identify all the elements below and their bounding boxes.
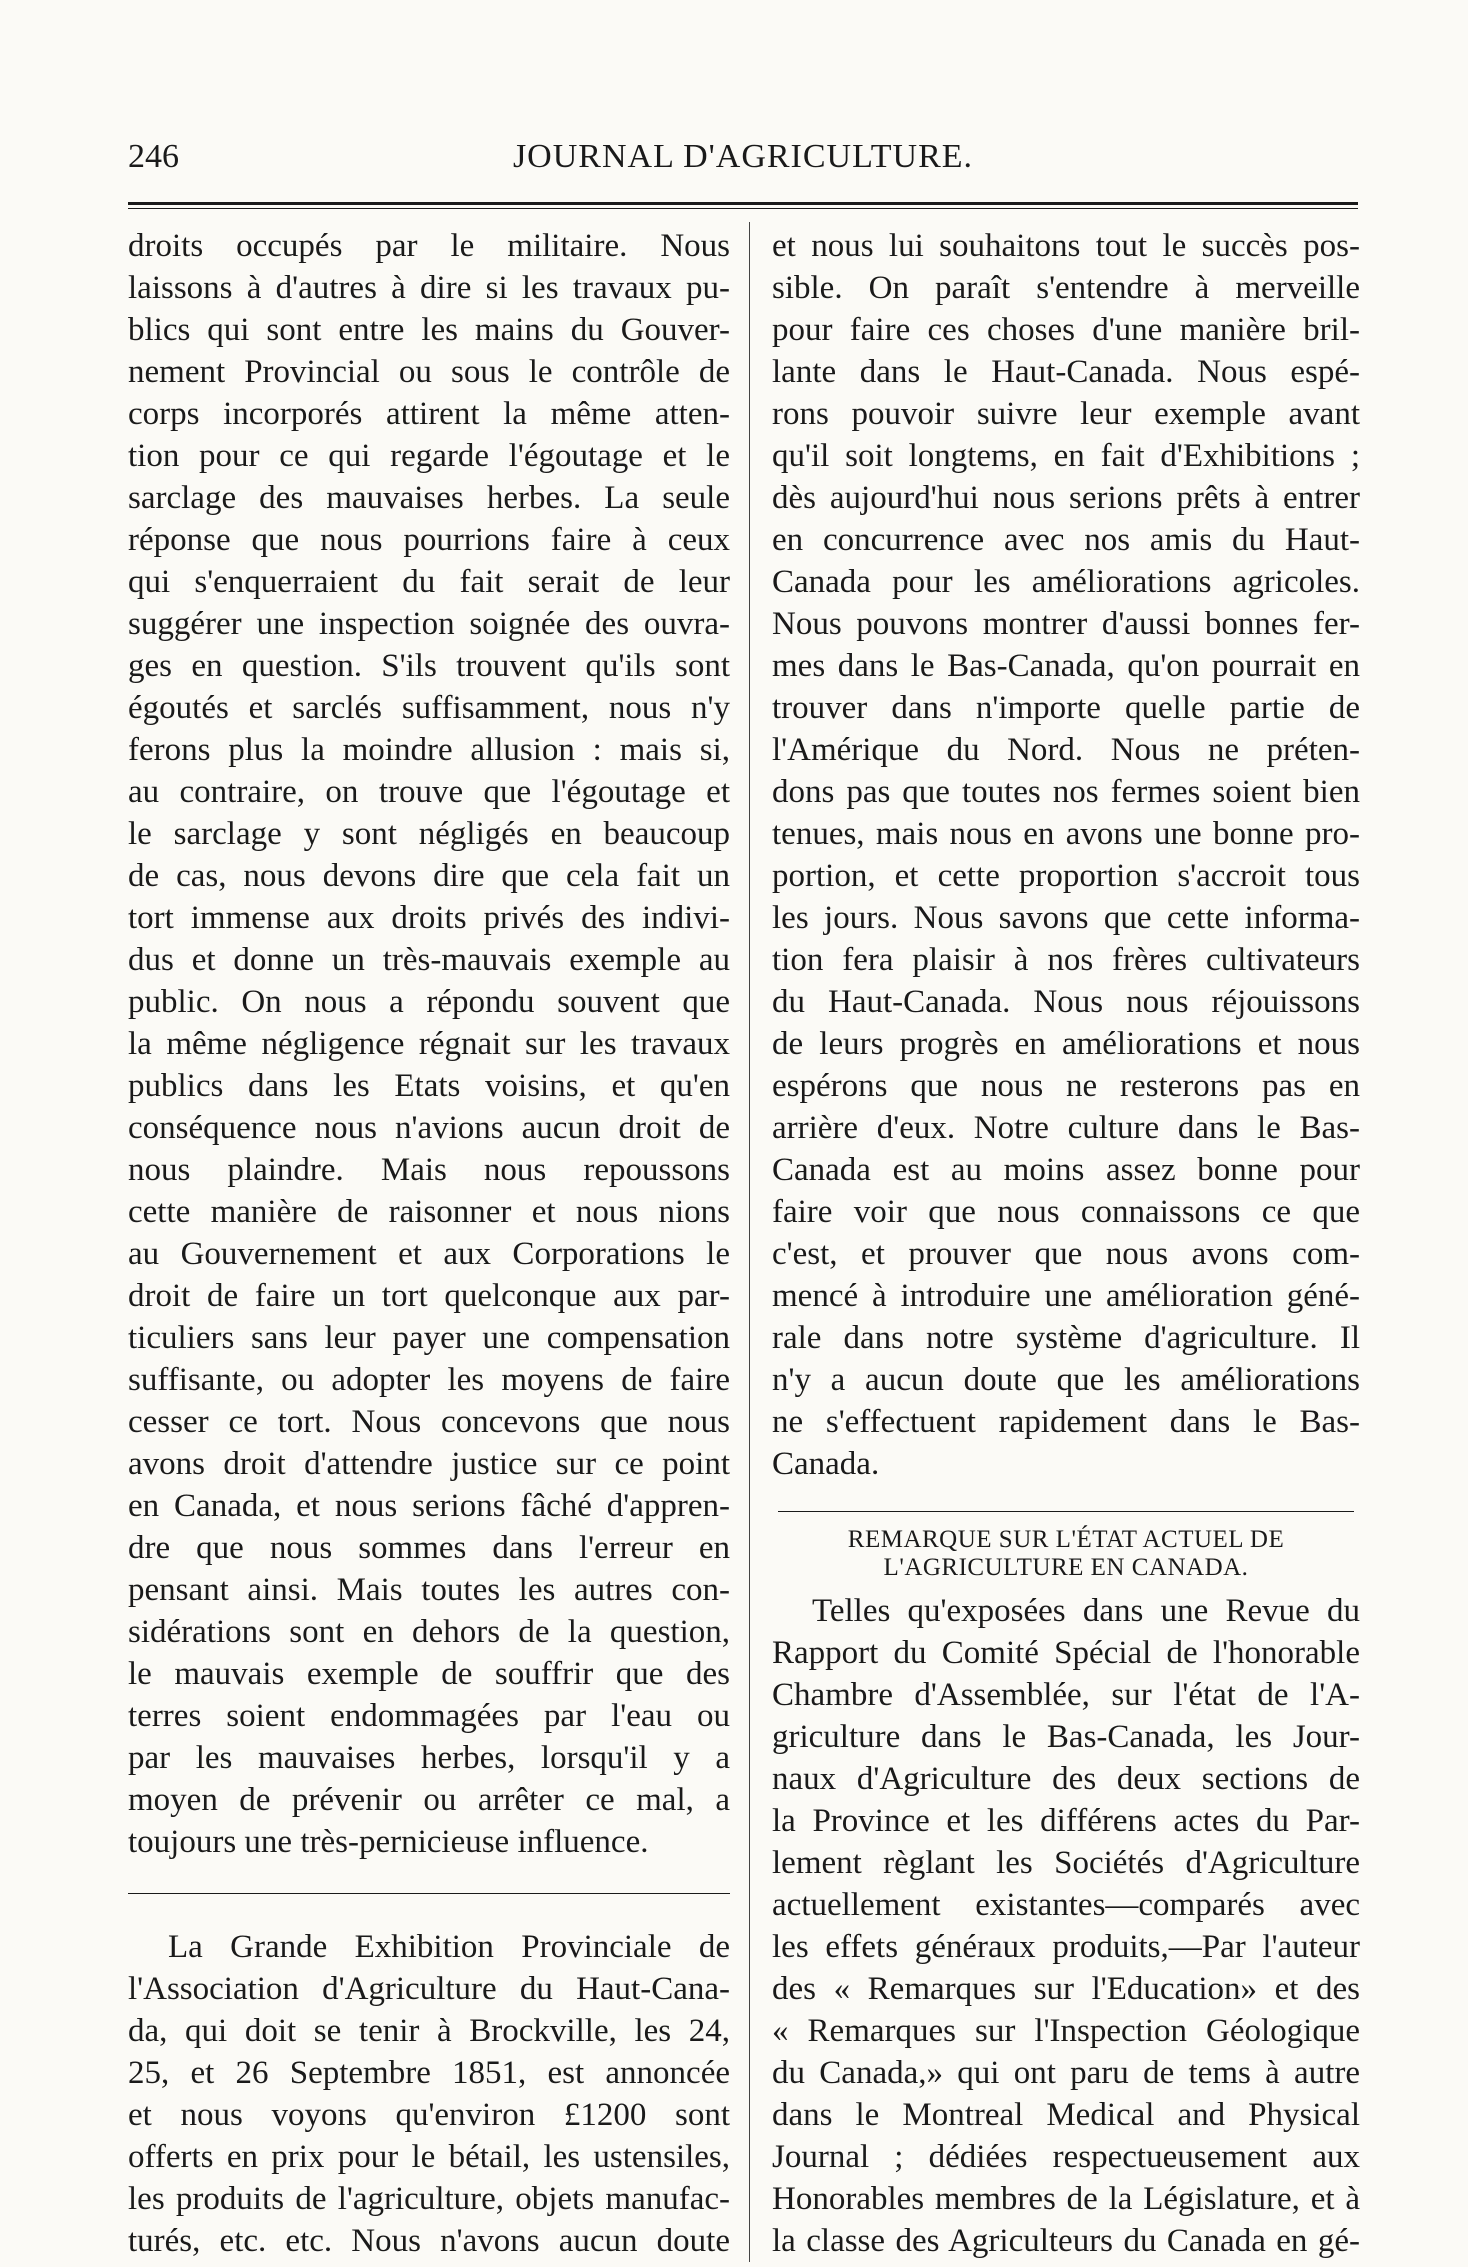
text-line: La Grande Exhibition Provinciale de xyxy=(168,1929,730,1965)
text-line: sidérations sont en dehors de la question, xyxy=(128,1614,730,1650)
text-line: pensant ainsi. Mais toutes les autres con- xyxy=(128,1572,730,1608)
text-line: dès aujourd'hui nous serions prêts à entrer xyxy=(772,480,1360,516)
text-line: nement Provincial ou sous le contrôle de xyxy=(128,354,730,390)
text-line: tion pour ce qui regarde l'égoutage et le xyxy=(128,438,730,474)
text-line: de cas, nous devons dire que cela fait un xyxy=(128,858,730,894)
text-line: arrière d'eux. Notre culture dans le Bas- xyxy=(772,1110,1360,1146)
text-line: ferons plus la moindre allusion : mais si, xyxy=(128,732,730,768)
text-line: actuellement existantes—comparés avec xyxy=(772,1887,1360,1923)
text-line: dus et donne un très-mauvais exemple au xyxy=(128,942,730,978)
text-line: sible. On paraît s'entendre à merveille xyxy=(772,270,1360,306)
text-line: mencé à introduire une amélioration géné- xyxy=(772,1278,1360,1314)
text-line: suggérer une inspection soignée des ouvra- xyxy=(128,606,730,642)
text-line: trouver dans n'importe quelle partie de xyxy=(772,690,1360,726)
text-line: le mauvais exemple de souffrir que des xyxy=(128,1656,730,1692)
text-line: tenues, mais nous en avons une bonne pro- xyxy=(772,816,1360,852)
text-line: droit de faire un tort quelconque aux par- xyxy=(128,1278,730,1314)
text-line: en concurrence avec nos amis du Haut- xyxy=(772,522,1360,558)
text-line: Chambre d'Assemblée, sur l'état de l'A- xyxy=(772,1677,1360,1713)
text-line: dans le Montreal Medical and Physical xyxy=(772,2097,1360,2133)
text-line: et nous voyons qu'environ £1200 sont xyxy=(128,2097,730,2133)
text-line: égoutés et sarclés suffisamment, nous n'y xyxy=(128,690,730,726)
article-heading xyxy=(772,1526,1360,1582)
text-line: corps incorporés attirent la même atten- xyxy=(128,396,730,432)
text-line: griculture dans le Bas-Canada, les Jour- xyxy=(772,1719,1360,1755)
text-line: ne s'effectuent rapidement dans le Bas- xyxy=(772,1404,1360,1440)
header-rule xyxy=(128,202,1358,209)
text-line: offerts en prix pour le bétail, les ustensiles, xyxy=(128,2139,730,2175)
text-line: naux d'Agriculture des deux sections de xyxy=(772,1761,1360,1797)
text-line: publics dans les Etats voisins, et qu'en xyxy=(128,1068,730,1104)
text-line: la Province et les différens actes du Par- xyxy=(772,1803,1360,1839)
text-line: les jours. Nous savons que cette informa- xyxy=(772,900,1360,936)
text-line: rons pouvoir suivre leur exemple avant xyxy=(772,396,1360,432)
text-line: Telles qu'exposées dans une Revue du xyxy=(812,1593,1360,1629)
text-line: da, qui doit se tenir à Brockville, les 24, xyxy=(128,2013,730,2049)
text-line: moyen de prévenir ou arrêter ce mal, a xyxy=(128,1782,730,1818)
right-paragraph-1 xyxy=(772,225,1360,1485)
text-line: portion, et cette proportion s'accroit tous xyxy=(772,858,1360,894)
text-line: mes dans le Bas-Canada, qu'on pourrait en xyxy=(772,648,1360,684)
text-line: laissons à d'autres à dire si les travaux pu- xyxy=(128,270,730,306)
text-line: les produits de l'agriculture, objets manufac- xyxy=(128,2181,730,2217)
text-line: droits occupés par le militaire. Nous xyxy=(128,228,730,264)
text-line: sarclage des mauvaises herbes. La seule xyxy=(128,480,730,516)
text-line: turés, etc. etc. Nous n'avons aucun doute xyxy=(128,2223,730,2259)
text-line: 25, et 26 Septembre 1851, est annoncée xyxy=(128,2055,730,2091)
text-line: rale dans notre système d'agriculture. Il xyxy=(772,1320,1360,1356)
text-line: le sarclage y sont négligés en beaucoup xyxy=(128,816,730,852)
text-line: lante dans le Haut-Canada. Nous espé- xyxy=(772,354,1360,390)
text-line: au Gouvernement et aux Corporations le xyxy=(128,1236,730,1272)
text-line: au contraire, on trouve que l'égoutage et xyxy=(128,774,730,810)
text-line: c'est, et prouver que nous avons com- xyxy=(772,1236,1360,1272)
page-number: 246 xyxy=(128,138,179,175)
text-line: espérons que nous ne resterons pas en xyxy=(772,1068,1360,1104)
text-line: la même négligence régnait sur les travaux xyxy=(128,1026,730,1062)
right-column xyxy=(772,225,1360,2262)
article-heading-line-1: REMARQUE SUR L'ÉTAT ACTUEL DE xyxy=(847,1526,1285,1553)
text-line: public. On nous a répondu souvent que xyxy=(128,984,730,1020)
text-line: les effets généraux produits,—Par l'auteur xyxy=(772,1929,1360,1965)
text-line: faire voir que nous connaissons ce que xyxy=(772,1194,1360,1230)
text-line: toujours une très-pernicieuse influence. xyxy=(128,1824,649,1860)
section-separator xyxy=(128,1893,730,1894)
text-line: cette manière de raisonner et nous nions xyxy=(128,1194,730,1230)
left-paragraph-1 xyxy=(128,225,730,1863)
text-line: des « Remarques sur l'Education» et des xyxy=(772,1971,1360,2007)
text-line: dre que nous sommes dans l'erreur en xyxy=(128,1530,730,1566)
text-line: qui s'enquerraient du fait serait de leur xyxy=(128,564,730,600)
text-line: ticuliers sans leur payer une compensation xyxy=(128,1320,730,1356)
text-line: Honorables membres de la Législature, et à xyxy=(772,2181,1360,2217)
text-line: nous plaindre. Mais nous repoussons xyxy=(128,1152,730,1188)
text-line: tort immense aux droits privés des indivi- xyxy=(128,900,730,936)
text-line: Canada est au moins assez bonne pour xyxy=(772,1152,1360,1188)
text-line: la classe des Agriculteurs du Canada en gé- xyxy=(772,2223,1360,2259)
left-paragraph-2 xyxy=(128,1926,730,2262)
column-divider xyxy=(749,222,750,2262)
text-line: qu'il soit longtems, en fait d'Exhibitions ; xyxy=(772,438,1360,474)
text-line: n'y a aucun doute que les améliorations xyxy=(772,1362,1360,1398)
text-line: du Canada,» qui ont paru de tems à autre xyxy=(772,2055,1360,2091)
text-line: tion fera plaisir à nos frères cultivateurs xyxy=(772,942,1360,978)
right-paragraph-2 xyxy=(772,1590,1360,2262)
page-header xyxy=(128,138,1358,188)
text-line: Canada pour les améliorations agricoles. xyxy=(772,564,1360,600)
text-line: conséquence nous n'avions aucun droit de xyxy=(128,1110,730,1146)
text-line: suffisante, ou adopter les moyens de faire xyxy=(128,1362,730,1398)
text-line: Rapport du Comité Spécial de l'honorable xyxy=(772,1635,1360,1671)
text-line: de leurs progrès en améliorations et nous xyxy=(772,1026,1360,1062)
left-column xyxy=(128,225,730,2262)
text-line: blics qui sont entre les mains du Gouver- xyxy=(128,312,730,348)
text-line: en Canada, et nous serions fâché d'appren- xyxy=(128,1488,730,1524)
text-line: l'Amérique du Nord. Nous ne préten- xyxy=(772,732,1360,768)
text-line: du Haut-Canada. Nous nous réjouissons xyxy=(772,984,1360,1020)
text-line: cesser ce tort. Nous concevons que nous xyxy=(128,1404,730,1440)
section-separator xyxy=(778,1511,1354,1512)
text-line: « Remarques sur l'Inspection Géologique xyxy=(772,2013,1360,2049)
text-line: Nous pouvons montrer d'aussi bonnes fer- xyxy=(772,606,1360,642)
article-heading-line-2: L'AGRICULTURE EN CANADA. xyxy=(883,1554,1249,1581)
text-line: réponse que nous pourrions faire à ceux xyxy=(128,522,730,558)
text-line: Canada. xyxy=(772,1446,880,1482)
text-line: avons droit d'attendre justice sur ce point xyxy=(128,1446,730,1482)
text-line: l'Association d'Agriculture du Haut-Cana- xyxy=(128,1971,730,2007)
text-line: Journal ; dédiées respectueusement aux xyxy=(772,2139,1360,2175)
text-line: terres soient endommagées par l'eau ou xyxy=(128,1698,730,1734)
text-line: dons pas que toutes nos fermes soient bien xyxy=(772,774,1360,810)
text-line: pour faire ces choses d'une manière bril- xyxy=(772,312,1360,348)
text-line: ges en question. S'ils trouvent qu'ils sont xyxy=(128,648,730,684)
text-line: et nous lui souhaitons tout le succès pos- xyxy=(772,228,1360,264)
text-line: lement règlant les Sociétés d'Agriculture xyxy=(772,1845,1360,1881)
text-line: par les mauvaises herbes, lorsqu'il y a xyxy=(128,1740,730,1776)
running-title: JOURNAL D'AGRICULTURE. xyxy=(512,138,974,175)
